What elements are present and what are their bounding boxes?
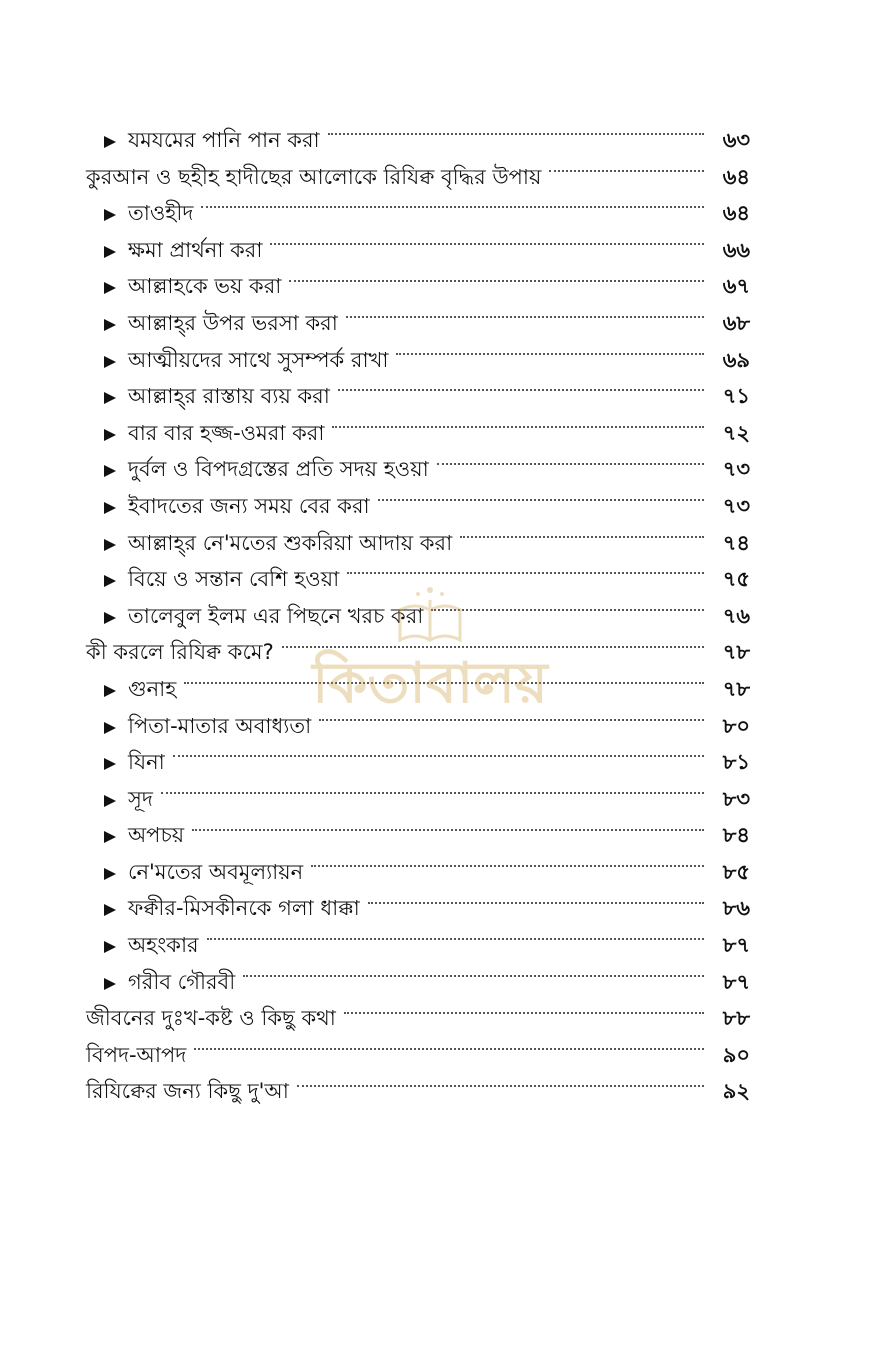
dot-leader (431, 609, 704, 611)
toc-page-number: ৮৭ (722, 933, 750, 958)
toc-page-number: ৯২ (722, 1079, 750, 1104)
triangle-bullet-icon (104, 465, 116, 477)
dot-leader (297, 1085, 704, 1087)
toc-page-number: ৭৮ (722, 676, 750, 701)
toc-page-number: ৭৩ (722, 457, 750, 482)
toc-entry-title: পিতা-মাতার অবাধ্যতা (128, 713, 312, 738)
toc-section-row (86, 854, 750, 891)
toc-page-number: ৬৬ (722, 237, 750, 262)
triangle-bullet-icon (104, 758, 116, 770)
toc-chapter-row (86, 1073, 750, 1110)
dot-leader (192, 829, 704, 831)
toc-chapter-row (86, 634, 750, 671)
dot-leader (332, 426, 704, 428)
toc-section-row (86, 561, 750, 598)
triangle-bullet-icon (104, 904, 116, 916)
toc-section-row (86, 671, 750, 708)
triangle-bullet-icon (104, 868, 116, 880)
watermark-text: কিতাবালয় (312, 651, 548, 716)
dot-leader (161, 792, 704, 794)
toc-entry-title: তালেবুল ইলম এর পিছনে খরচ করা (128, 603, 424, 628)
toc-page-number: ৭১ (722, 384, 750, 409)
toc-page-number: ৬৮ (722, 310, 750, 335)
toc-entry-title: আত্মীয়দের সাথে সুসম্পর্ক রাখা (128, 347, 389, 372)
toc-entry-title: যমযমের পানি পান করা (128, 128, 320, 152)
toc-page-number: ৯০ (722, 1042, 750, 1067)
toc-page-number: ৮৩ (722, 786, 750, 811)
dot-leader (289, 280, 704, 282)
toc-section-row (86, 122, 750, 159)
triangle-bullet-icon (104, 209, 116, 221)
dot-leader (173, 755, 704, 757)
dot-leader (460, 536, 704, 538)
dot-leader (282, 646, 704, 648)
toc-page-number: ৬৩ (722, 128, 750, 152)
triangle-bullet-icon (104, 502, 116, 514)
dot-leader (338, 389, 704, 391)
triangle-bullet-icon (104, 941, 116, 953)
toc-entry-title: আল্লাহকে ভয় করা (128, 274, 282, 299)
dot-leader (378, 499, 704, 501)
toc-page-number: ৭৬ (722, 603, 750, 628)
toc-entry-title: গরীব গৌরবী (128, 969, 236, 994)
dot-leader (328, 133, 704, 135)
triangle-bullet-icon (104, 282, 116, 294)
triangle-bullet-icon (104, 795, 116, 807)
toc-section-row (86, 817, 750, 854)
toc-entry-title: ইবাদতের জন্য সময় বের করা (128, 493, 370, 518)
toc-entry-title: বিপদ-আপদ (86, 1042, 187, 1067)
toc-entry-title: নে'মতের অবমূল্যায়ন (128, 859, 304, 884)
triangle-bullet-icon (104, 978, 116, 990)
toc-section-row (86, 964, 750, 1001)
toc-section-row (86, 927, 750, 964)
toc-section-row (86, 268, 750, 305)
toc-entry-title: দুর্বল ও বিপদগ্রস্তের প্রতি সদয় হওয়া (128, 457, 429, 482)
toc-entry-title: তাওহীদ (128, 201, 194, 226)
triangle-bullet-icon (104, 319, 116, 331)
triangle-bullet-icon (104, 246, 116, 258)
toc-page-number: ৬৪ (722, 164, 750, 189)
dot-leader (194, 1048, 704, 1050)
toc-entry-title: সূদ (128, 786, 153, 811)
dot-leader (207, 938, 704, 940)
toc-page-number: ৭৫ (722, 567, 750, 592)
toc-entry-title: আল্লাহ্‌র রাস্তায় ব্যয় করা (128, 384, 330, 409)
table-of-contents (86, 122, 750, 1110)
toc-entry-title: অহংকার (128, 933, 199, 958)
dot-leader (344, 1012, 704, 1014)
toc-section-row (86, 781, 750, 818)
toc-chapter-row (86, 1037, 750, 1074)
toc-page-number: ৮৮ (722, 1006, 750, 1031)
dot-leader (311, 865, 704, 867)
dot-leader (201, 206, 704, 208)
toc-page-number: ৮০ (722, 713, 750, 738)
triangle-bullet-icon (104, 539, 116, 551)
toc-page-number: ৭৪ (722, 530, 750, 555)
toc-section-row (86, 378, 750, 415)
dot-leader (270, 243, 704, 245)
dot-leader (549, 170, 704, 172)
toc-entry-title: কী করলে রিযিক্ব কমে? (86, 640, 274, 665)
toc-entry-title: গুনাহ (128, 676, 177, 701)
dot-leader (368, 902, 704, 904)
toc-chapter-row (86, 159, 750, 196)
toc-page-number: ৮৪ (722, 823, 750, 848)
toc-section-row (86, 744, 750, 781)
toc-page-number: ৭২ (722, 420, 750, 445)
toc-section-row (86, 451, 750, 488)
toc-page-number: ৮৭ (722, 969, 750, 994)
toc-entry-title: রিযিক্বের জন্য কিছু দু'আ (86, 1079, 289, 1104)
toc-entry-title: জীবনের দুঃখ-কষ্ট ও কিছু কথা (86, 1006, 336, 1031)
triangle-bullet-icon (104, 136, 116, 148)
toc-page-number: ৮৫ (722, 859, 750, 884)
triangle-bullet-icon (104, 392, 116, 404)
toc-section-row (86, 525, 750, 562)
toc-entry-title: ফক্বীর-মিসকীনকে গলা ধাক্কা (128, 896, 360, 921)
toc-section-row (86, 598, 750, 635)
toc-chapter-row (86, 1000, 750, 1037)
dot-leader (346, 316, 704, 318)
dot-leader (184, 682, 704, 684)
toc-page-number: ৮১ (722, 750, 750, 775)
toc-section-row (86, 890, 750, 927)
triangle-bullet-icon (104, 356, 116, 368)
dot-leader (396, 353, 704, 355)
dot-leader (243, 975, 704, 977)
toc-entry-title: যিনা (128, 750, 165, 775)
triangle-bullet-icon (104, 429, 116, 441)
toc-page-number: ৬৯ (722, 347, 750, 372)
triangle-bullet-icon (104, 831, 116, 843)
toc-page-number: ৭৩ (722, 493, 750, 518)
dot-leader (319, 719, 704, 721)
toc-entry-title: বিয়ে ও সন্তান বেশি হওয়া (128, 567, 340, 592)
toc-section-row (86, 305, 750, 342)
toc-entry-title: বার বার হজ্জ-ওমরা করা (128, 420, 325, 445)
toc-section-row (86, 195, 750, 232)
toc-entry-title: আল্লাহ্‌র উপর ভরসা করা (128, 310, 338, 335)
triangle-bullet-icon (104, 685, 116, 697)
toc-page-number: ৭৮ (722, 640, 750, 665)
dot-leader (347, 572, 704, 574)
toc-section-row (86, 708, 750, 745)
toc-entry-title: আল্লাহ্‌র নে'মতের শুকরিয়া আদায় করা (128, 530, 453, 555)
toc-section-row (86, 232, 750, 269)
toc-entry-title: অপচয় (128, 823, 185, 848)
toc-section-row (86, 488, 750, 525)
toc-entry-title: কুরআন ও ছহীহ হাদীছের আলোকে রিযিক্ব বৃদ্ধির উপায় (86, 164, 542, 189)
toc-section-row (86, 415, 750, 452)
toc-entry-title: ক্ষমা প্রার্থনা করা (128, 237, 263, 262)
triangle-bullet-icon (104, 612, 116, 624)
triangle-bullet-icon (104, 575, 116, 587)
toc-page-number: ৮৬ (722, 896, 750, 921)
dot-leader (437, 463, 704, 465)
toc-section-row (86, 342, 750, 379)
toc-page-number: ৬৭ (722, 274, 750, 299)
toc-page-number: ৬৪ (722, 201, 750, 226)
triangle-bullet-icon (104, 722, 116, 734)
